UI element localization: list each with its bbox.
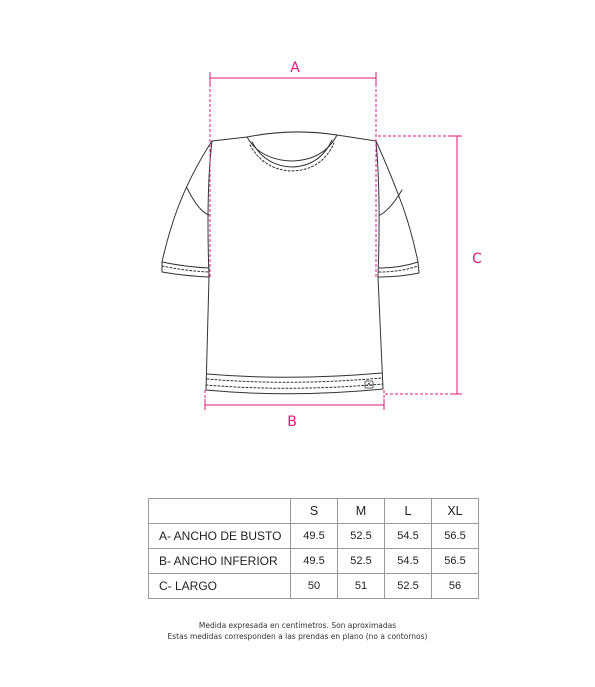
dimension-guides <box>205 72 462 410</box>
table-row <box>149 524 479 549</box>
table-cell: 50 <box>291 574 338 599</box>
table-cell: 52.5 <box>338 524 385 549</box>
size-header-xl: XL <box>432 499 479 524</box>
table-cell: 49.5 <box>291 549 338 574</box>
table-header-row <box>149 499 479 524</box>
table-cell: 54.5 <box>385 549 432 574</box>
dimension-label-a: A <box>290 60 300 76</box>
size-chart-table <box>148 498 479 599</box>
table-cell: 56 <box>432 574 479 599</box>
row-label-largo: C- LARGO <box>149 574 291 599</box>
table-cell: 52.5 <box>338 549 385 574</box>
note-line-2: Estas medidas corresponden a las prendas en plano (no a contornos) <box>167 632 428 641</box>
note-line-1: Medida expresada en centímetros. Son aproximadas <box>198 621 397 630</box>
dimension-label-c: C <box>472 251 482 267</box>
row-label-ancho-busto: A- ANCHO DE BUSTO <box>149 524 291 549</box>
tshirt-illustration <box>162 132 419 394</box>
table-cell: 51 <box>338 574 385 599</box>
table-row <box>149 549 479 574</box>
table-corner-cell <box>149 499 291 524</box>
table-cell: 49.5 <box>291 524 338 549</box>
size-header-s: S <box>291 499 338 524</box>
table-cell: 56.5 <box>432 549 479 574</box>
table-cell: 54.5 <box>385 524 432 549</box>
table-cell: 56.5 <box>432 524 479 549</box>
dimension-label-b: B <box>287 414 297 430</box>
measurement-notes <box>0 620 595 642</box>
size-header-m: M <box>338 499 385 524</box>
table-cell: 52.5 <box>385 574 432 599</box>
row-label-ancho-inferior: B- ANCHO INFERIOR <box>149 549 291 574</box>
size-header-l: L <box>385 499 432 524</box>
table-row <box>149 574 479 599</box>
